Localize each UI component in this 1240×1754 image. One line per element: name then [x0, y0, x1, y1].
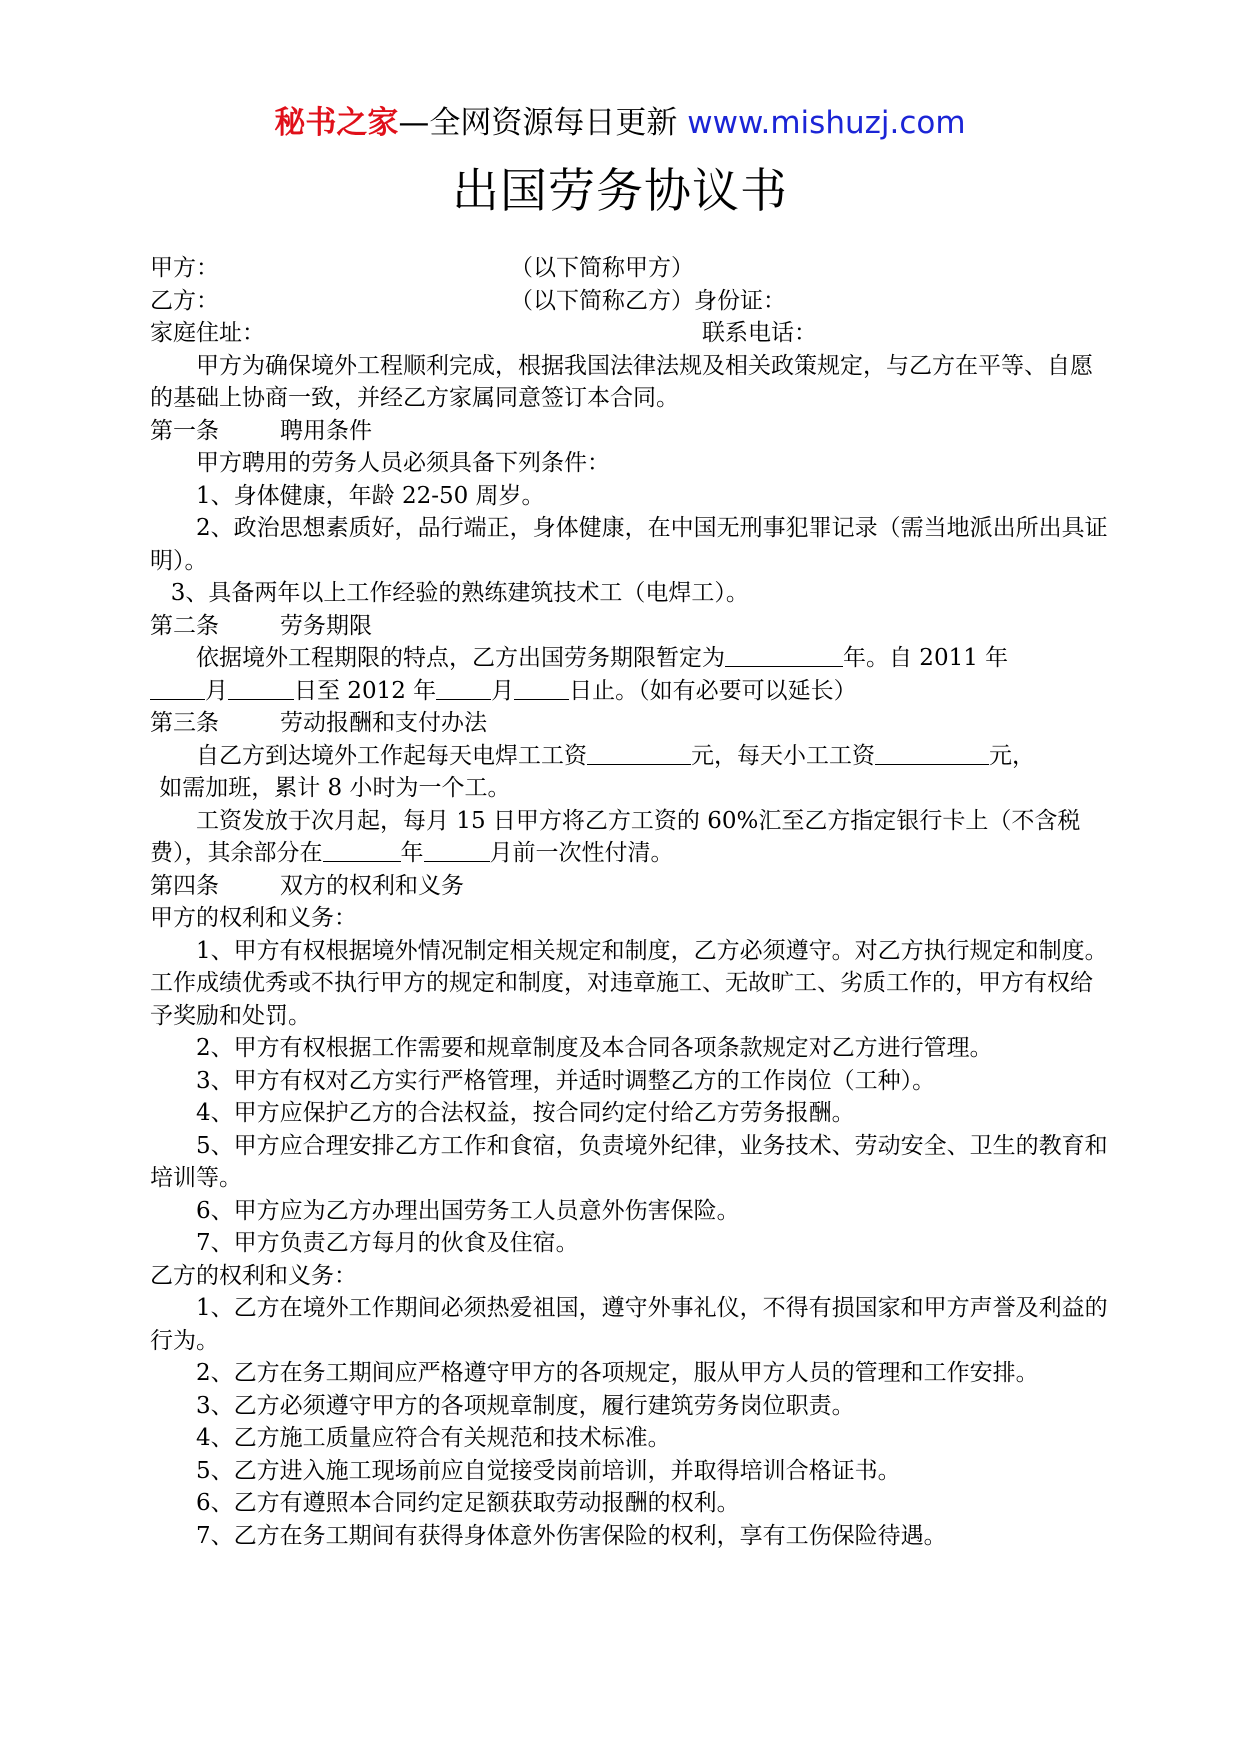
party-a-duty-item: 5、甲方应合理安排乙方工作和食宿，负责境外纪律，业务技术、劳动安全、卫生的教育和培训等。 [150, 1132, 1108, 1191]
article-3-heading [150, 707, 1110, 740]
article-1-item: 2、政治思想素质好，品行端正，身体健康，在中国无刑事犯罪记录（需当地派出所出具证明）。 [150, 515, 1108, 574]
document-title: 出国劳务协议书 [452, 164, 788, 219]
welder-wage-blank[interactable] [587, 742, 691, 765]
party-a-duty-item: 2、甲方有权根据工作需要和规章制度及本合同各项条款规定对乙方进行管理。 [196, 1035, 993, 1061]
article-4-heading [150, 870, 1110, 903]
party-b-duty-item: 6、乙方有遵照本合同约定足额获取劳动报酬的权利。 [196, 1490, 740, 1516]
party-b-duty-item: 3、乙方必须遵守甲方的各项规章制度，履行建筑劳务岗位职责。 [196, 1392, 855, 1419]
end-day-blank[interactable] [514, 677, 569, 700]
article-2-heading [150, 610, 1110, 643]
banner-brand: 秘书之家 [274, 105, 399, 141]
party-b-line [150, 285, 1110, 318]
party-b-duty-item: 1、乙方在境外工作期间必须热爱祖国，遵守外事礼仪，不得有损国家和甲方声誉及利益的行为。 [150, 1295, 1108, 1354]
final-payment-month-blank[interactable] [424, 839, 490, 862]
party-b-label: 乙方： [150, 287, 219, 314]
article-3-name: 劳动报酬和支付办法 [280, 710, 487, 736]
party-a-duties-title: 甲方的权利和义务： [150, 905, 357, 931]
article-1-item: 3、具备两年以上工作经验的熟练建筑技术工（电焊工）。 [170, 580, 749, 606]
address-label: 家庭住址： [150, 320, 265, 346]
party-a-line [150, 252, 1110, 285]
article-4-name: 双方的权利和义务 [280, 872, 464, 899]
final-payment-year-blank[interactable] [323, 839, 401, 862]
article-4-number: 第四条 [150, 872, 219, 899]
laborer-wage-blank[interactable] [875, 742, 989, 765]
party-a-duty-item: 6、甲方应为乙方办理出国劳务工人员意外伤害保险。 [196, 1197, 740, 1224]
start-day-blank[interactable] [228, 677, 294, 700]
party-b-duty-item: 7、乙方在务工期间有获得身体意外伤害保险的权利，享有工伤保险待遇。 [196, 1522, 947, 1549]
party-a-duty-item: 3、甲方有权对乙方实行严格管理，并适时调整乙方的工作岗位（工种）。 [196, 1067, 936, 1094]
start-month-blank[interactable] [150, 677, 205, 700]
article-1-lead: 甲方聘用的劳务人员必须具备下列条件： [196, 450, 610, 476]
banner-tagline: —全网资源每日更新 [398, 105, 688, 141]
article-2-name: 劳务期限 [280, 612, 372, 639]
party-a-alias: （以下简称甲方） [510, 255, 694, 281]
article-3-payment-paragraph: 工资发放于次月起，每月 15 日甲方将乙方工资的 60%汇至乙方指定银行卡上（不含税费），其余部分在 年 月前一次性付清。 [150, 807, 1081, 866]
party-a-label: 甲方： [150, 255, 219, 281]
article-1-item: 1、身体健康，年龄 22-50 周岁。 [196, 482, 545, 509]
end-month-blank[interactable] [436, 677, 491, 700]
document-body [150, 252, 1110, 1552]
article-3-wage-paragraph: 自乙方到达境外工作起每天电焊工工资 元，每天小工工资 元， 如需加班，累计 8 小时为一个工。 [159, 742, 1035, 801]
article-2-number: 第二条 [150, 612, 219, 639]
party-b-alias: （以下简称乙方）身份证： [510, 287, 786, 314]
party-a-duty-item: 7、甲方负责乙方每月的伙食及住宿。 [196, 1230, 579, 1256]
article-3-number: 第三条 [150, 710, 219, 736]
site-banner [0, 100, 1240, 146]
phone-label: 联系电话： [702, 320, 817, 346]
party-b-duty-item: 5、乙方进入施工现场前应自觉接受岗前培训，并取得培训合格证书。 [196, 1457, 901, 1484]
party-b-duty-item: 4、乙方施工质量应符合有关规范和技术标准。 [196, 1425, 671, 1451]
banner-url-link[interactable]: www.mishuzj.com [687, 105, 966, 141]
article-1-number: 第一条 [150, 417, 219, 444]
article-1-heading [150, 415, 1110, 448]
party-b-duties-title: 乙方的权利和义务： [150, 1262, 357, 1289]
party-b-duty-item: 2、乙方在务工期间应严格遵守甲方的各项规定，服从甲方人员的管理和工作安排。 [196, 1360, 1039, 1386]
party-a-duty-item: 1、甲方有权根据境外情况制定相关规定和制度，乙方必须遵守。对乙方执行规定和制度。工作成绩优秀或不执行甲方的规定和制度，对违章施工、无故旷工、劣质工作的，甲方有权给予奖励和处罚。 [150, 937, 1108, 1029]
intro-paragraph: 甲方为确保境外工程顺利完成，根据我国法律法规及相关政策规定，与乙方在平等、自愿的基础上协商一致，并经乙方家属同意签订本合同。 [150, 352, 1093, 411]
address-line [150, 317, 1110, 350]
article-1-name: 聘用条件 [280, 417, 372, 444]
party-a-duty-item: 4、甲方应保护乙方的合法权益，按合同约定付给乙方劳务报酬。 [196, 1100, 855, 1126]
term-years-blank[interactable] [725, 644, 843, 667]
article-2-paragraph: 依据境外工程期限的特点，乙方出国劳务期限暂定为 年。自 2011 年 月 日至 2012 年 月 日止。（如有必要可以延长） [150, 642, 1110, 707]
